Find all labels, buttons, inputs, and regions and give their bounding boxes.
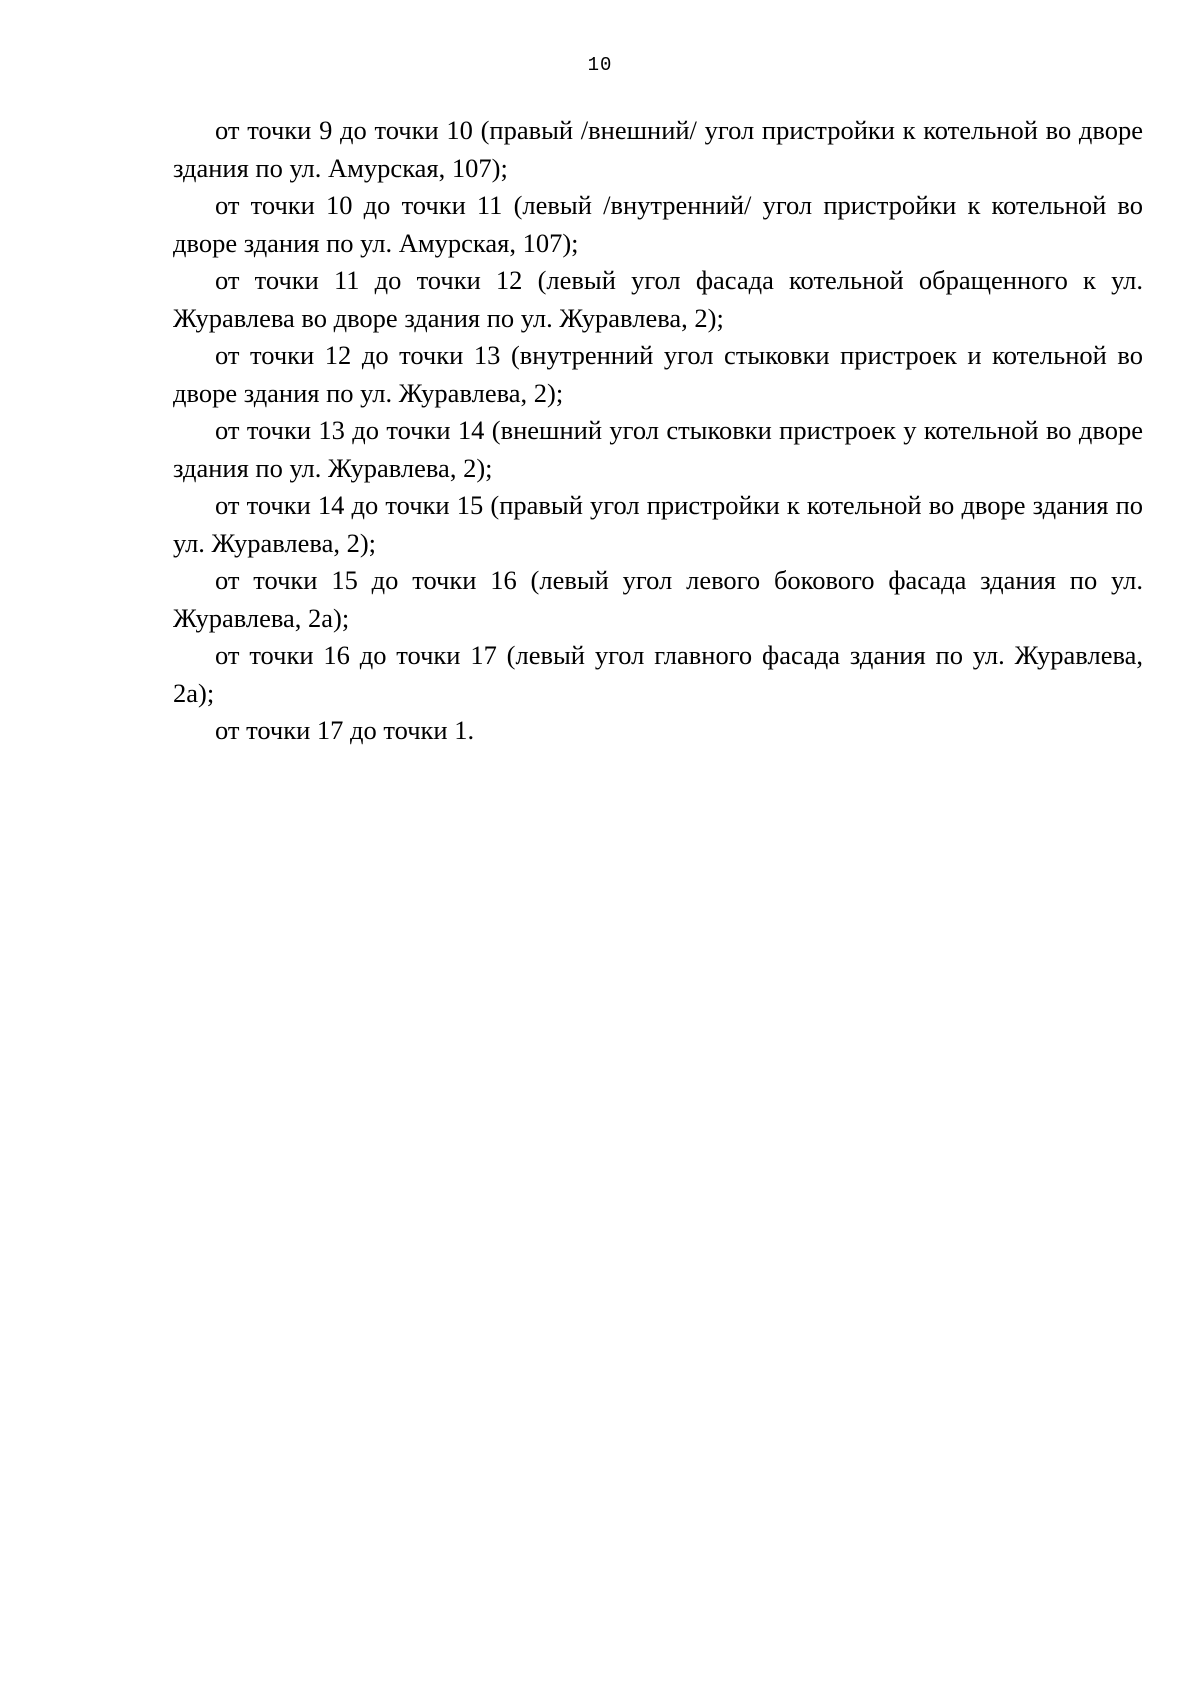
boundary-segment-10-11: от точки 10 до точки 11 (левый /внутренний/ угол пристройки к котельной во дворе здания по ул. Амурская, 107);: [173, 190, 1143, 258]
boundary-segment-15-16: от точки 15 до точки 16 (левый угол левого бокового фасада здания по ул. Журавлева, 2а);: [173, 565, 1143, 633]
document-body: [173, 112, 1143, 750]
boundary-segment-16-17: от точки 16 до точки 17 (левый угол главного фасада здания по ул. Журавлева, 2а);: [173, 640, 1143, 708]
boundary-segment-11-12: от точки 11 до точки 12 (левый угол фасада котельной обращенного к ул. Журавлева во дворе здания по ул. Журавлева, 2);: [173, 265, 1143, 333]
boundary-segment-14-15: от точки 14 до точки 15 (правый угол пристройки к котельной во дворе здания по ул. Журавлева, 2);: [173, 490, 1143, 558]
boundary-segment-13-14: от точки 13 до точки 14 (внешний угол стыковки пристроек у котельной во дворе здания по ул. Журавлева, 2);: [173, 415, 1143, 483]
boundary-segment-17-1: от точки 17 до точки 1.: [215, 715, 475, 745]
page-number: 10: [587, 54, 613, 76]
boundary-segment-12-13: от точки 12 до точки 13 (внутренний угол стыковки пристроек и котельной во дворе здания по ул. Журавлева, 2);: [173, 340, 1143, 408]
boundary-segment-9-10: от точки 9 до точки 10 (правый /внешний/ угол пристройки к котельной во дворе здания по ул. Амурская, 107);: [173, 115, 1143, 183]
